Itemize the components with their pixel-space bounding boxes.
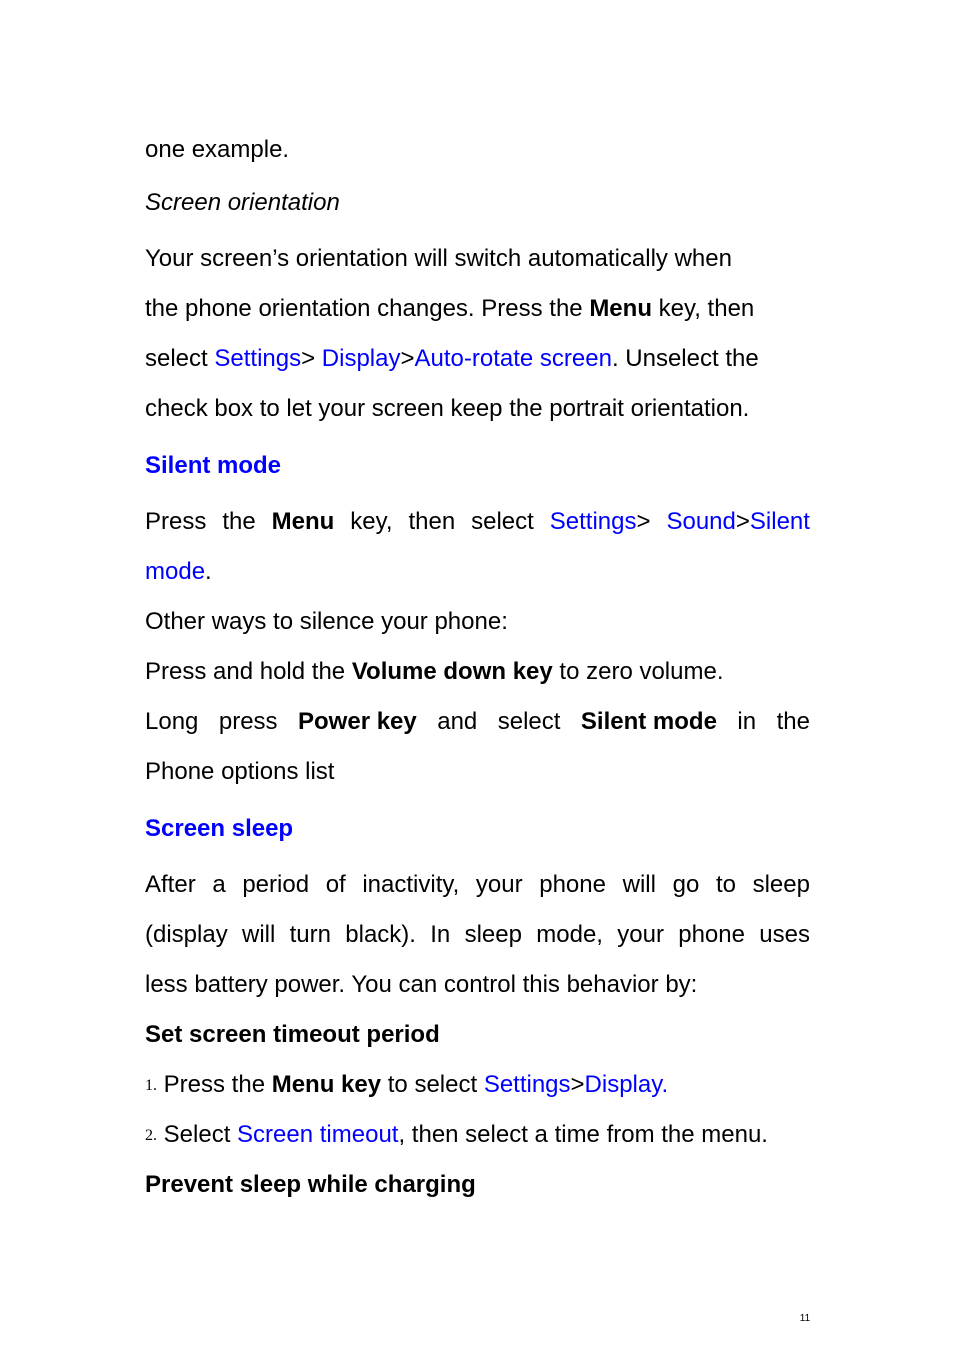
volume-down-key-label: Volume down key [351,658,553,685]
paragraph-line [145,658,810,686]
list-item [145,1121,810,1150]
paragraph-line [145,608,810,636]
display-link: Display [321,345,401,372]
text-run: select [145,345,215,372]
menu-key-label: Menu [271,508,335,535]
word: phone [539,871,606,898]
paragraph-line [145,295,810,323]
word: will [622,871,656,898]
word: inactivity, [362,871,460,898]
word: After [145,871,196,898]
auto-rotate-screen-link: Auto-rotate screen [414,345,612,372]
word: (display [145,921,228,948]
paragraph-line-justified [145,871,810,899]
heading-text: Silent mode [145,452,282,479]
separator: > [636,508,651,535]
word: period [242,871,310,898]
word: Press [145,508,207,535]
settings-link: Settings [549,508,637,535]
text-run: > [301,345,322,372]
word: a [212,871,226,898]
subheading-set-screen-timeout [145,1021,810,1049]
word: to [715,871,736,898]
mode-link: mode [145,558,206,585]
word-group [550,508,651,536]
word: in [737,708,757,735]
paragraph-line-justified [145,708,810,736]
separator: > [570,1071,585,1098]
paragraph-line [145,971,810,999]
paragraph-line-justified [145,508,810,536]
word: the [222,508,256,535]
word: of [325,871,346,898]
list-number: 1. [145,1077,157,1094]
screen-timeout-link: Screen timeout [237,1121,399,1148]
subheading-screen-orientation [145,189,810,217]
display-link: Display. [584,1071,669,1098]
menu-key-label: Menu [589,295,652,322]
settings-link: Settings [214,345,302,372]
subheading-text: Screen orientation [145,189,340,216]
word: your [617,921,664,948]
word: sleep [464,921,522,948]
text-run: the phone orientation changes. Press the [145,295,590,322]
list-item [145,1071,810,1100]
silent-link: Silent [749,508,810,535]
word: will [242,921,276,948]
word: sleep [752,871,810,898]
word: key, [350,508,393,535]
word-group [666,508,809,536]
word: then [408,508,456,535]
heading-silent-mode [145,452,810,480]
text-run: Select [157,1121,238,1148]
paragraph-line [145,136,810,164]
text-run: to select [381,1071,484,1098]
paragraph-line [145,558,810,586]
word: your [475,871,523,898]
text-run: Phone options list [145,758,335,785]
word: turn [289,921,331,948]
word: press [218,708,278,735]
sound-link: Sound [666,508,736,535]
page-number: 11 [799,1313,811,1324]
paragraph-line-justified [145,921,810,949]
word: go [672,871,700,898]
word: uses [759,921,810,948]
heading-text: Screen sleep [145,815,294,842]
text-run: one example. [145,136,290,163]
word: the [776,708,810,735]
text-run: Other ways to silence your phone: [145,608,508,635]
paragraph-line [145,758,810,786]
word: Long [145,708,199,735]
power-key-label: Power key [298,708,417,735]
paragraph-line [145,245,810,273]
text-run: less battery power. You can control this behavior by: [145,971,698,998]
text-run: Your screen’s orientation will switch automatically when [145,245,732,272]
word: In [430,921,451,948]
list-number: 2. [145,1127,157,1144]
text-run: key, then [651,295,755,322]
word: select [497,708,561,735]
text-run: to zero volume. [552,658,724,685]
text-run: . Unselect the [611,345,759,372]
subheading-text: Set screen timeout period [145,1021,440,1048]
text-run: check box to let your screen keep the portrait orientation. [145,395,750,422]
menu-key-label: Menu key [271,1071,382,1098]
word: and [437,708,478,735]
word: mode, [536,921,603,948]
text-run: > [400,345,415,372]
subheading-text: Prevent sleep while charging [145,1171,476,1198]
subheading-prevent-sleep [145,1171,810,1199]
paragraph-line [145,345,810,373]
paragraph-line [145,395,810,423]
text-run: , then select a time from the menu. [398,1121,768,1148]
text-run: . [205,558,212,585]
word: phone [678,921,745,948]
heading-screen-sleep [145,815,810,843]
word: black). [345,921,416,948]
separator: > [735,508,750,535]
text-run: Press and hold the [145,658,352,685]
settings-link: Settings [483,1071,571,1098]
silent-mode-label: Silent mode [580,708,717,735]
word: select [471,508,534,535]
text-run: Press the [157,1071,272,1098]
